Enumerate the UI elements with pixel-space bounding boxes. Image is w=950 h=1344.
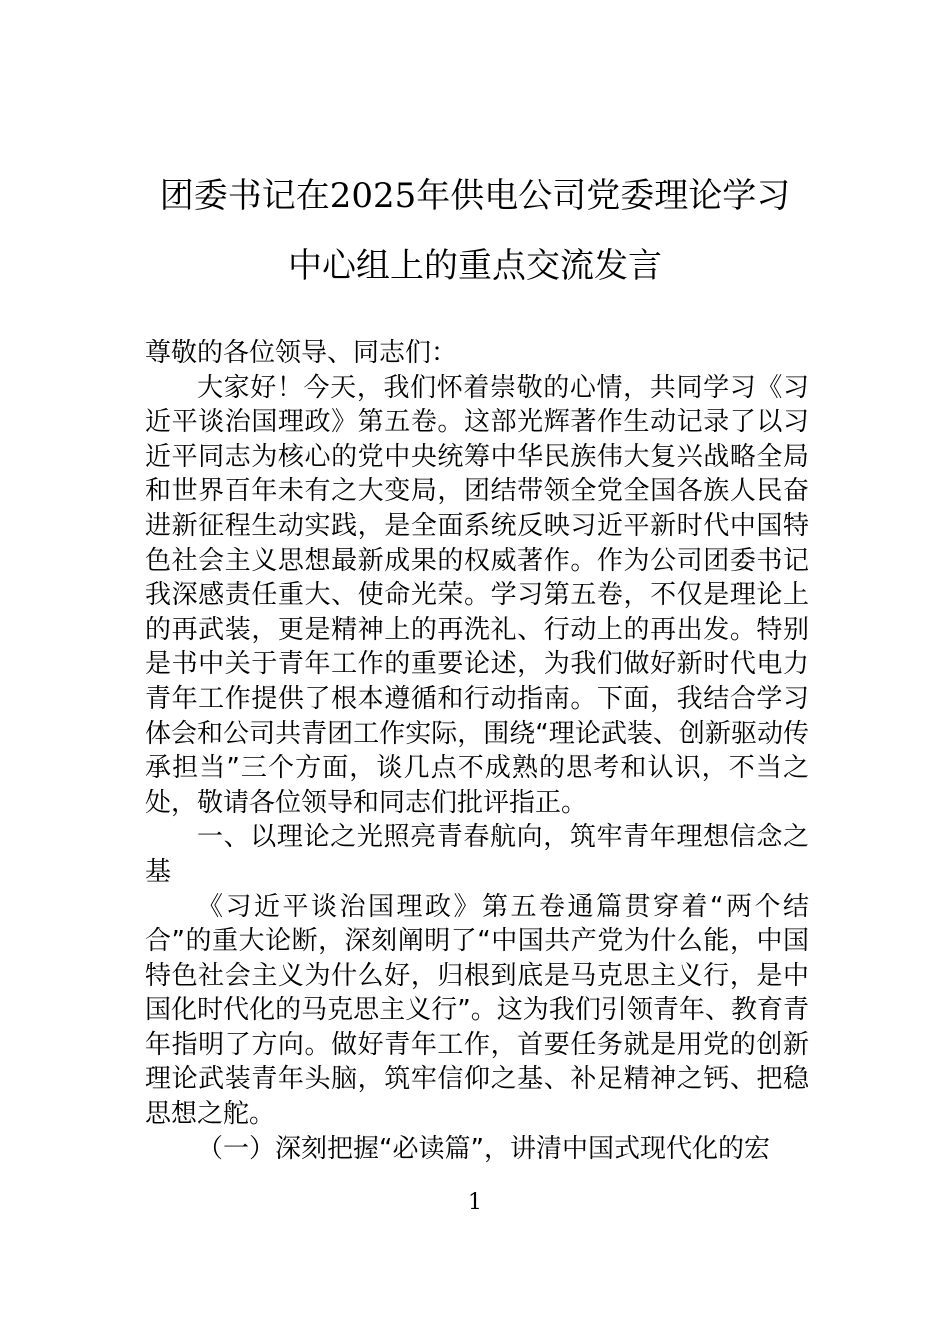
page-number: 1 [468,1190,482,1215]
salutation: 尊敬的各位领导、同志们： [145,338,458,368]
section-heading-1: 一、以理论之光照亮青春航向，筑牢青年理想信念之基 [145,822,809,887]
document-title-line-1: 团委书记在2025年供电公司党委理论学习 [159,176,791,216]
document-title-line-2: 中心组上的重点交流发言 [288,246,662,286]
document-body [145,336,809,1166]
subsection-heading-1: （一）深刻把握“必读篇”，讲清中国式现代化的宏 [197,1133,770,1164]
paragraph-intro: 大家好！今天，我们怀着崇敬的心情，共同学习《习近平谈治国理政》第五卷。这部光辉著作生动记录了以习近平同志为核心的党中央统筹中华民族伟大复兴战略全局和世界百年未有之大变局，团结带领全党全国各族人民奋进新征程生动实践，是全面系统反映习近平新时代中国特色社会主义思想最新成果的权威著作。作为公司团委书记我深感责任重大、使命光荣。学习第五卷，不仅是理论上的再武装，更是精神上的再洗礼、行动上的再出发。特别是书中关于青年工作的重要论述，为我们做好新时代电力青年工作提供了根本遵循和行动指南。下面，我结合学习体会和公司共青团工作实际，围绕“理论武装、创新驱动传承担当”三个方面，谈几点不成熟的思考和认识，不当之处，敬请各位领导和同志们批评指正。 [145,372,809,818]
paragraph-section-1: 《习近平谈治国理政》第五卷通篇贯穿着“两个结合”的重大论断，深刻阐明了“中国共产党为什么能，中国特色社会主义为什么好，归根到底是马克思主义行，是中国化时代化的马克思主义行”。这为我们引领青年、教育青年指明了方向。做好青年工作，首要任务就是用党的创新理论武装青年头脑，筑牢信仰之基、补足精神之钙、把稳思想之舵。 [145,891,809,1130]
